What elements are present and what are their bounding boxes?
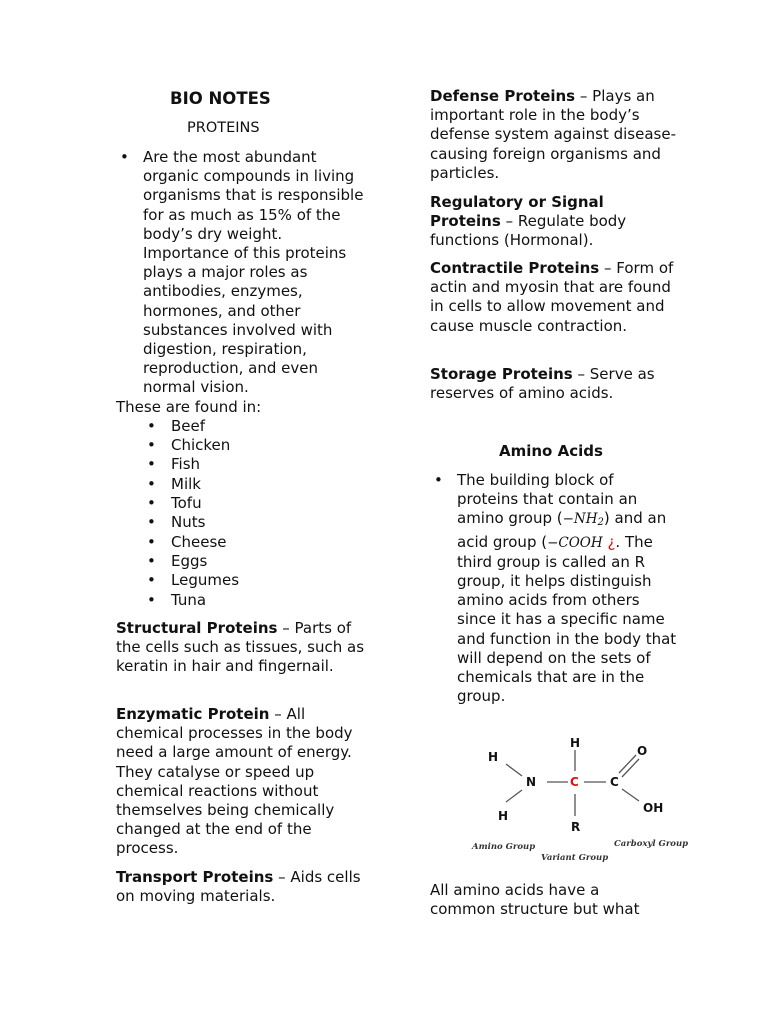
amino-acids-section: [430, 471, 678, 706]
definition: Serve as reserves of amino acids.: [430, 365, 655, 403]
bond-h-n: [506, 764, 522, 776]
atom-n: N: [526, 775, 537, 789]
term: Transport Proteins: [116, 868, 274, 886]
term: Structural Proteins: [116, 619, 278, 637]
food-item: • Cheese: [116, 533, 370, 552]
transport-proteins: Transport Proteins – Aids cells on moving materials.: [116, 868, 361, 906]
intro-section: [116, 148, 370, 610]
food-item: • Tofu: [116, 494, 370, 513]
amino-acids-heading: Amino Acids: [499, 442, 603, 460]
defense-proteins: Defense Proteins – Plays an important role in the body’s defense system against disease-causing foreign organisms and particles.: [430, 87, 676, 182]
label-variant-group: Variant Group: [541, 853, 609, 863]
found-in-label: These are found in:: [116, 397, 262, 416]
label-carboxyl-group: Carboxyl Group: [614, 839, 689, 849]
nh2-formula: −NH: [562, 511, 598, 528]
food-item: • Milk: [116, 475, 370, 494]
nh2-subscript: 2: [597, 517, 604, 529]
atom-r: R: [571, 820, 581, 834]
section-subtitle: PROTEINS: [187, 120, 260, 136]
food-list: [116, 417, 370, 610]
atom-o: O: [637, 744, 648, 758]
food-item: • Chicken: [116, 436, 370, 455]
structural-proteins: Structural Proteins – Parts of the cells such as tissues, such as keratin in hair and fingernail.: [116, 619, 365, 676]
closing-paragraph: All amino acids have a common structure but what: [430, 881, 640, 919]
cooh-formula: −COOH: [547, 534, 603, 551]
atom-h: H: [570, 736, 581, 750]
term: Defense Proteins: [430, 87, 576, 105]
storage-proteins: Storage Proteins – Serve as reserves of amino acids.: [430, 365, 655, 403]
food-item: • Fish: [116, 455, 370, 474]
bond-h-n: [506, 790, 522, 802]
page-title: BIO NOTES: [170, 89, 271, 108]
food-item: • Beef: [116, 417, 370, 436]
enzymatic-protein: Enzymatic Protein – All chemical processes in the body need a large amount of energy. They catalyse or speed up chemical reactions without themselves being chemically changed at the end of the process.: [116, 705, 353, 858]
label-amino-group: Amino Group: [472, 842, 536, 852]
intro-bullet: • Are the most abundant organic compounds in living organisms that is responsible for as much as 15% of the body’s dry weight. Importance of this proteins plays a major roles as antibodies, enzymes, hormones, and other substances involved with digestion, respiration, reproduction, and even normal vision.: [116, 148, 370, 398]
food-item: • Tuna: [116, 591, 370, 610]
food-item: • Legumes: [116, 571, 370, 590]
contractile-proteins: Contractile Proteins – Form of actin and myosin that are found in cells to allow movement and cause muscle contraction.: [430, 259, 674, 335]
food-item: • Eggs: [116, 552, 370, 571]
glitch-char: ¿: [607, 532, 616, 551]
atom-c: C: [610, 775, 619, 789]
term: Storage Proteins: [430, 365, 573, 383]
food-item: • Nuts: [116, 513, 370, 532]
definition: All chemical processes in the body need a large amount of energy. They catalyse or speed up chemical reactions without themselves being chemically changed at the end of the process.: [116, 705, 353, 858]
definition: Regulate body functions (Hormonal).: [430, 212, 627, 250]
regulatory-proteins: Regulatory or Signal Proteins – Regulate body functions (Hormonal).: [430, 193, 627, 250]
atom-h: H: [498, 809, 509, 823]
definition: Parts of the cells such as tissues, such as keratin in hair and fingernail.: [116, 619, 365, 676]
amino-acid-structure-diagram: [456, 728, 706, 868]
amino-bullet: • The building block of proteins that contain an amino group (−NH2) and an acid group (−COOH ¿. The third group is called an R group, it helps distinguish amino acids from others since it has a specific name and function in the body that will depend on the sets of chemicals that are in the group.: [430, 471, 678, 706]
term: Enzymatic Protein: [116, 705, 270, 723]
definition: Aids cells on moving materials.: [116, 868, 361, 906]
term: Contractile Proteins: [430, 259, 600, 277]
term: Regulatory or Signal Proteins: [430, 193, 604, 231]
atom-h: H: [488, 750, 499, 764]
bond-c-oh: [622, 789, 639, 801]
definition: Form of actin and myosin that are found in cells to allow movement and cause muscle contraction.: [430, 259, 674, 335]
atom-c-alpha: C: [570, 775, 579, 789]
atom-oh: OH: [643, 801, 664, 815]
definition: Plays an important role in the body’s defense system against disease-causing foreign organisms and particles.: [430, 87, 676, 182]
